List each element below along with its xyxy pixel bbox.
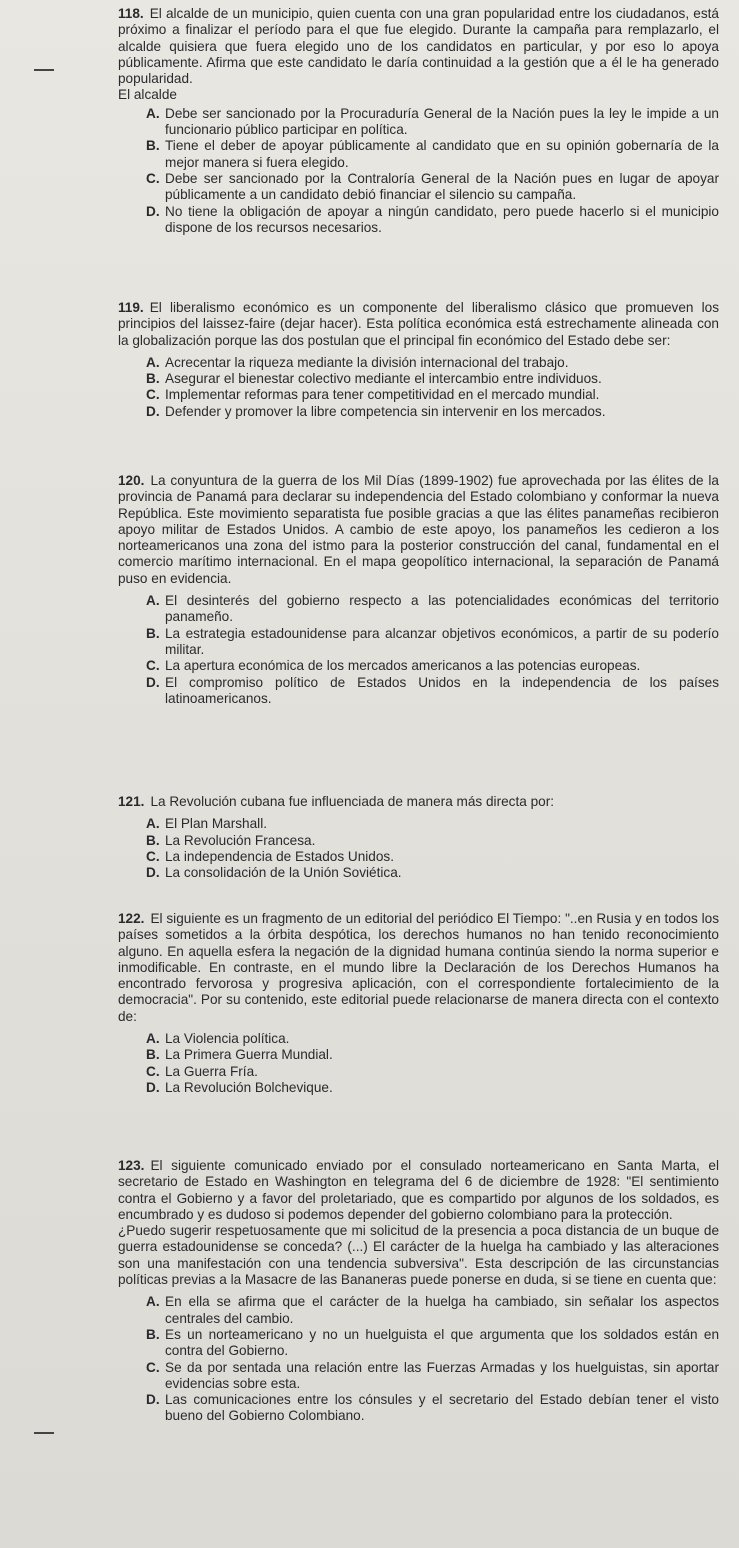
- option-text: El desinterés del gobierno respecto a las potencialidades económicas del territorio panameño.: [165, 593, 719, 625]
- margin-mark: [34, 1432, 54, 1434]
- option-a[interactable]: [146, 1294, 719, 1327]
- question-stem: [118, 1158, 719, 1223]
- option-a[interactable]: [146, 1031, 719, 1047]
- option-letter: A.: [146, 354, 160, 370]
- option-letter: A.: [146, 1031, 160, 1047]
- option-letter: B.: [146, 625, 160, 641]
- option-letter: B.: [146, 138, 160, 154]
- option-letter: D.: [146, 1079, 160, 1095]
- option-letter: C.: [146, 658, 160, 674]
- option-text: Debe ser sancionado por la Contraloría General de la Nación pues en lugar de apoyar públicamente a un candidato debió financiar el silencio su campaña.: [165, 170, 719, 203]
- option-list: [118, 1031, 719, 1096]
- question-121: [118, 794, 719, 881]
- option-b[interactable]: [146, 1327, 719, 1360]
- option-d[interactable]: [146, 1080, 719, 1096]
- option-b[interactable]: [146, 626, 719, 659]
- question-text-continued: ¿Puedo sugerir respetuosamente que mi solicitud de la presencia a poca distancia de un buque de guerra estadounidense se conceda? (...) El carácter de la huelga ha cambiado y las alteraciones son una manifestación con una tendencia subversiva". Esta descripción de las circunstancias políticas previas a la Masacre de las Bananeras puede ponerse en duda, si se tiene en cuenta que:: [118, 1223, 719, 1288]
- option-text: En ella se afirma que el carácter de la huelga ha cambiado, sin señalar los aspectos centrales del cambio.: [165, 1294, 719, 1326]
- question-number: 122.: [118, 911, 145, 926]
- option-text: La consolidación de la Unión Soviética.: [165, 865, 402, 881]
- question-stem: [118, 300, 719, 349]
- question-number: 123.: [118, 1158, 145, 1173]
- option-letter: D.: [146, 865, 160, 881]
- option-letter: B.: [146, 1047, 160, 1063]
- option-a[interactable]: [146, 106, 719, 139]
- option-letter: A.: [146, 593, 160, 609]
- option-d[interactable]: [146, 865, 719, 881]
- option-text: La Revolución Bolchevique.: [165, 1079, 333, 1095]
- option-a[interactable]: [146, 355, 719, 371]
- option-letter: B.: [146, 832, 160, 848]
- margin-mark: [34, 69, 54, 71]
- option-text: La independencia de Estados Unidos.: [165, 848, 394, 864]
- option-c[interactable]: [146, 658, 719, 674]
- option-letter: C.: [146, 848, 160, 864]
- option-a[interactable]: [146, 593, 719, 626]
- question-stem: [118, 794, 719, 810]
- option-text: Es un norteamericano y no un huelguista el que argumenta que los soldados están en contra del Gobierno.: [165, 1326, 719, 1359]
- option-letter: C.: [146, 1063, 160, 1079]
- option-text: La Violencia política.: [165, 1031, 290, 1047]
- option-text: Se da por sentada una relación entre las Fuerzas Armadas y los huelguistas, sin aportar evidencias sobre esta.: [165, 1359, 719, 1391]
- option-letter: C.: [146, 387, 160, 403]
- question-118: [118, 6, 719, 236]
- question-stem: [118, 473, 719, 587]
- option-list: [118, 355, 719, 420]
- option-text: La Guerra Fría.: [165, 1063, 258, 1079]
- question-number: 121.: [118, 794, 145, 809]
- question-122: [118, 911, 719, 1096]
- option-list: [118, 593, 719, 707]
- question-120: [118, 473, 719, 707]
- option-text: No tiene la obligación de apoyar a ningún candidato, pero puede hacerlo si el municipio dispone de los recursos necesarios.: [165, 203, 719, 235]
- option-list: [118, 816, 719, 881]
- option-text: La Primera Guerra Mundial.: [165, 1047, 333, 1063]
- question-stem: [118, 6, 719, 87]
- question-text: La Revolución cubana fue influenciada de manera más directa por:: [150, 794, 554, 809]
- option-text: La estrategia estadounidense para alcanzar objetivos económicos, a partir de su poderío militar.: [165, 625, 719, 657]
- option-text: Tiene el deber de apoyar públicamente al candidato que en su opinión gobernaría de la mejor manera si fuera elegido.: [165, 138, 719, 170]
- option-text: Implementar reformas para tener competitividad en el mercado mundial.: [165, 387, 600, 403]
- question-text: El alcalde de un municipio, quien cuenta con una gran popularidad entre los ciudadanos, está próximo a finalizar el período para el que fue elegido. Durante la campaña para remplazarlo, el alcalde quisiera que fuera elegido uno de los candidatos en particular, y por eso lo apoya públicamente. Afirma que este candidato le daría continuidad a la gestión que a él le ha generado popularidad.: [118, 6, 719, 87]
- option-text: Las comunicaciones entre los cónsules y el secretario del Estado debían tener el visto bueno del Gobierno Colombiano.: [165, 1392, 719, 1424]
- option-letter: A.: [146, 816, 160, 832]
- option-b[interactable]: [146, 833, 719, 849]
- option-text: Debe ser sancionado por la Procuraduría General de la Nación pues la ley le impide a un funcionario público participar en política.: [165, 105, 719, 138]
- option-a[interactable]: [146, 816, 719, 832]
- option-letter: B.: [146, 371, 160, 387]
- option-list: [118, 1294, 719, 1424]
- question-stem: [118, 911, 719, 1025]
- question-lead: El alcalde: [118, 87, 177, 103]
- option-c[interactable]: [146, 1064, 719, 1080]
- question-123: [118, 1158, 719, 1425]
- option-text: Defender y promover la libre competencia sin intervenir en los mercados.: [165, 403, 606, 419]
- option-letter: D.: [146, 674, 160, 690]
- question-text: La conyuntura de la guerra de los Mil Días (1899-1902) fue aprovechada por las élites de la provincia de Panamá para declarar su independencia del Estado colombiano y conformar la nueva República. Este movimiento separatista fue posible gracias a que las élites panameñas recibieron apoyo militar de Estados Unidos. A cambio de este apoyo, los panameños les cedieron a los norteamericanos una zona del istmo para la posterior construcción del canal, fundamental en el comercio marítimo internacional. En el mapa geopolítico internacional, la separación de Panamá puso en evidencia.: [118, 473, 719, 586]
- option-letter: D.: [146, 403, 160, 419]
- option-text: La Revolución Francesa.: [165, 832, 316, 848]
- option-letter: B.: [146, 1326, 160, 1342]
- question-text: El liberalismo económico es un componente del liberalismo clásico que promueven los principios del laissez-faire (dejar hacer). Esta política económica está estrechamente alineada con la globalización porque las dos postulan que el principal fin económico del Estado debe ser:: [118, 300, 719, 348]
- option-b[interactable]: [146, 371, 719, 387]
- option-text: Asegurar el bienestar colectivo mediante el intercambio entre individuos.: [165, 371, 602, 387]
- option-text: El Plan Marshall.: [165, 816, 267, 832]
- option-letter: A.: [146, 1294, 160, 1310]
- option-c[interactable]: [146, 849, 719, 865]
- option-text: El compromiso político de Estados Unidos en la independencia de los países latinoamericanos.: [165, 674, 719, 706]
- question-text: El siguiente es un fragmento de un editorial del periódico El Tiempo: "..en Rusia y en todos los países sometidos a la órbita despótica, los derechos humanos no han tenido reconocimiento alguno. En aquella esfera la negación de la dignidad humana continúa siendo la norma superior e inmodificable. En contraste, en el mundo libre la Declaración de los Derechos Humanos ha encontrado fervorosa y progresiva aplicación, con el correspondiente fortalecimiento de la democracia". Por su contenido, este editorial puede relacionarse de manera directa con el contexto de:: [118, 911, 719, 1024]
- option-c[interactable]: [146, 1360, 719, 1393]
- question-number: 120.: [118, 473, 145, 488]
- option-c[interactable]: [146, 387, 719, 403]
- option-b[interactable]: [146, 138, 719, 171]
- option-b[interactable]: [146, 1047, 719, 1063]
- option-d[interactable]: [146, 404, 719, 420]
- option-text: La apertura económica de los mercados americanos a las potencias europeas.: [165, 658, 641, 674]
- option-d[interactable]: [146, 204, 719, 237]
- option-d[interactable]: [146, 1392, 719, 1425]
- question-number: 118.: [118, 6, 144, 21]
- option-letter: C.: [146, 1359, 160, 1375]
- option-text: Acrecentar la riqueza mediante la división internacional del trabajo.: [165, 354, 569, 370]
- option-letter: A.: [146, 105, 160, 121]
- option-d[interactable]: [146, 675, 719, 708]
- question-text: El siguiente comunicado enviado por el consulado norteamericano en Santa Marta, el secretario de Estado en Washington en telegrama del 6 de diciembre de 1928: "El sentimiento contra el Gobierno y a favor del proletariado, que es compartido por algunos de los soldados, es encumbrado y es dudoso si podemos depender del gobierno colombiano para la protección.: [118, 1158, 719, 1222]
- option-letter: C.: [146, 170, 160, 186]
- question-number: 119.: [118, 300, 144, 315]
- option-letter: D.: [146, 1392, 160, 1408]
- option-list: [118, 106, 719, 236]
- option-letter: D.: [146, 203, 160, 219]
- option-c[interactable]: [146, 171, 719, 204]
- question-119: [118, 300, 719, 420]
